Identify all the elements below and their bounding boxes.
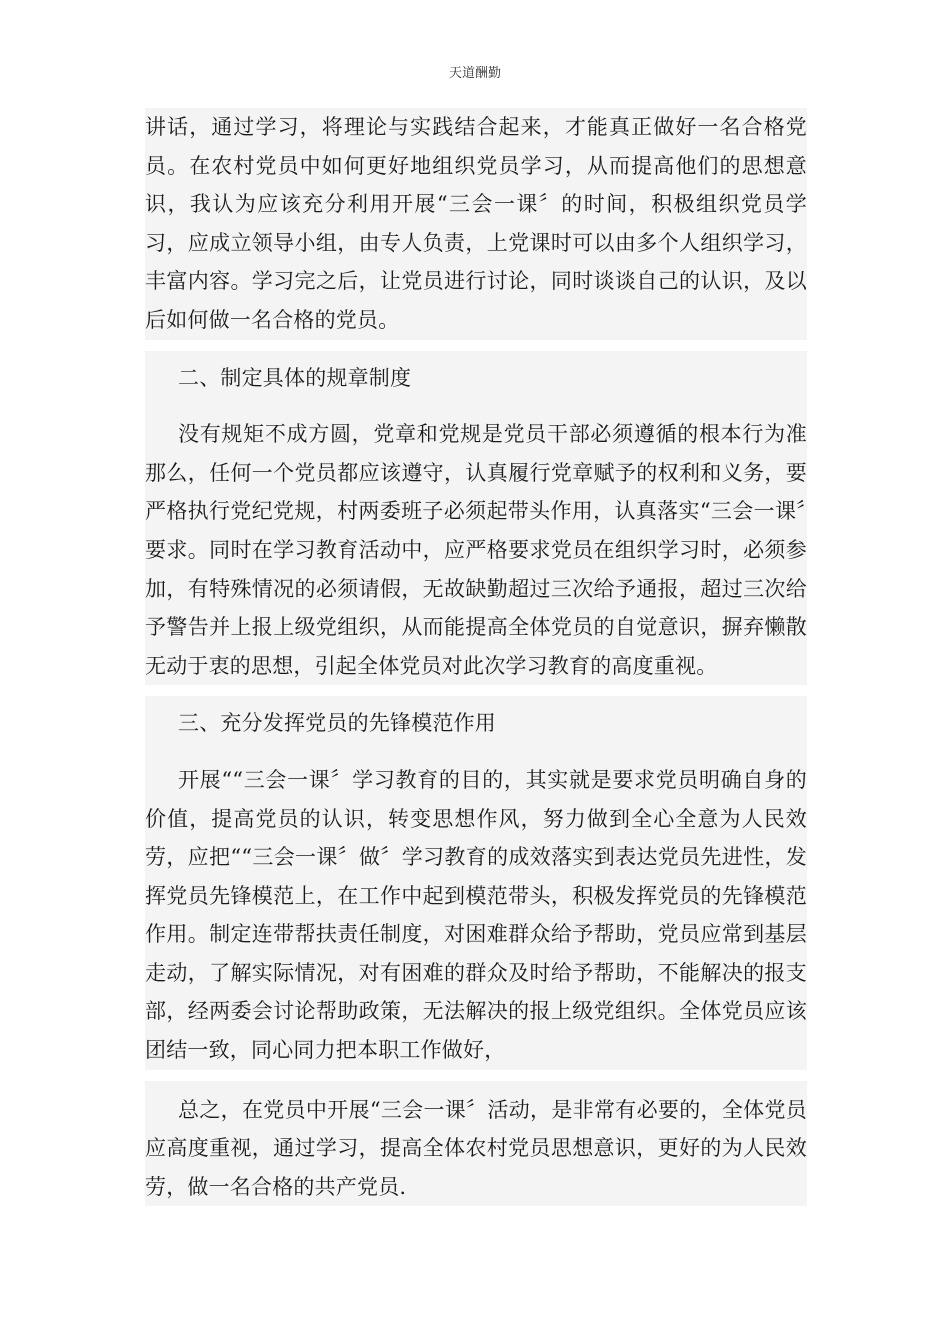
paragraph-block-3 bbox=[145, 696, 807, 1069]
paragraph-1: 讲话，通过学习，将理论与实践结合起来，才能真正做好一名合格党员。在农村党员中如何更好地组织党员学习，从而提高他们的思想意识，我认为应该充分利用开展“三会一课〞的时间，积极组织党员学习，应成立领导小组，由专人负责，上党课时可以由多个人组织学习，丰富内容。学习完之后，让党员进行讨论，同时谈谈自己的认识，及以后如何做一名合格的党员。 bbox=[145, 115, 807, 332]
section-heading-3: 三、充分发挥党员的先锋模范作用 bbox=[178, 711, 496, 736]
divider bbox=[145, 340, 807, 351]
page-header: 天道酬勤 bbox=[448, 66, 501, 81]
divider bbox=[145, 685, 807, 696]
paragraph-3: 开展““三会一课〞学习教育的目的，其实就是要求党员明确自身的价值，提高党员的认识，转变思想作风，努力做到全心全意为人民效劳，应把““三会一课〞做〞学习教育的成效落实到表达党员先进性，发挥党员先锋模范上，在工作中起到模范带头，积极发挥党员的先锋模范作用。制定连带帮扶责任制度，对困难群众给予帮助，党员应常到基层走动，了解实际情况，对有困难的群众及时给予帮助，不能解决的报支部，经两委会讨论帮助政策，无法解决的报上级党组织。全体党员应该团结一致，同心同力把本职工作做好， bbox=[145, 767, 807, 1063]
paragraph-4: 总之，在党员中开展“三会一课〞活动，是非常有必要的，全体党员应高度重视，通过学习，提高全体农村党员思想意识，更好的为人民效劳，做一名合格的共产党员. bbox=[145, 1097, 807, 1199]
divider bbox=[145, 1070, 807, 1081]
paragraph-block-2 bbox=[145, 351, 807, 686]
paragraph-2: 没有规矩不成方圆，党章和党规是党员干部必须遵循的根本行为准那么，任何一个党员都应该遵守，认真履行党章赋予的权利和义务，要严格执行党纪党规，村两委班子必须起带头作用，认真落实“三会一课〞要求。同时在学习教育活动中，应严格要求党员在组织学习时，必须参加，有特殊情况的必须请假，无故缺勤超过三次给予通报，超过三次给予警告并上报上级党组织，从而能提高全体党员的自觉意识，摒弃懒散无动于衷的思想，引起全体党员对此次学习教育的高度重视。 bbox=[145, 422, 807, 678]
paragraph-block-4 bbox=[145, 1081, 807, 1207]
document-body bbox=[145, 108, 807, 1206]
paragraph-block-1 bbox=[145, 108, 807, 340]
section-heading-2: 二、制定具体的规章制度 bbox=[178, 365, 412, 390]
